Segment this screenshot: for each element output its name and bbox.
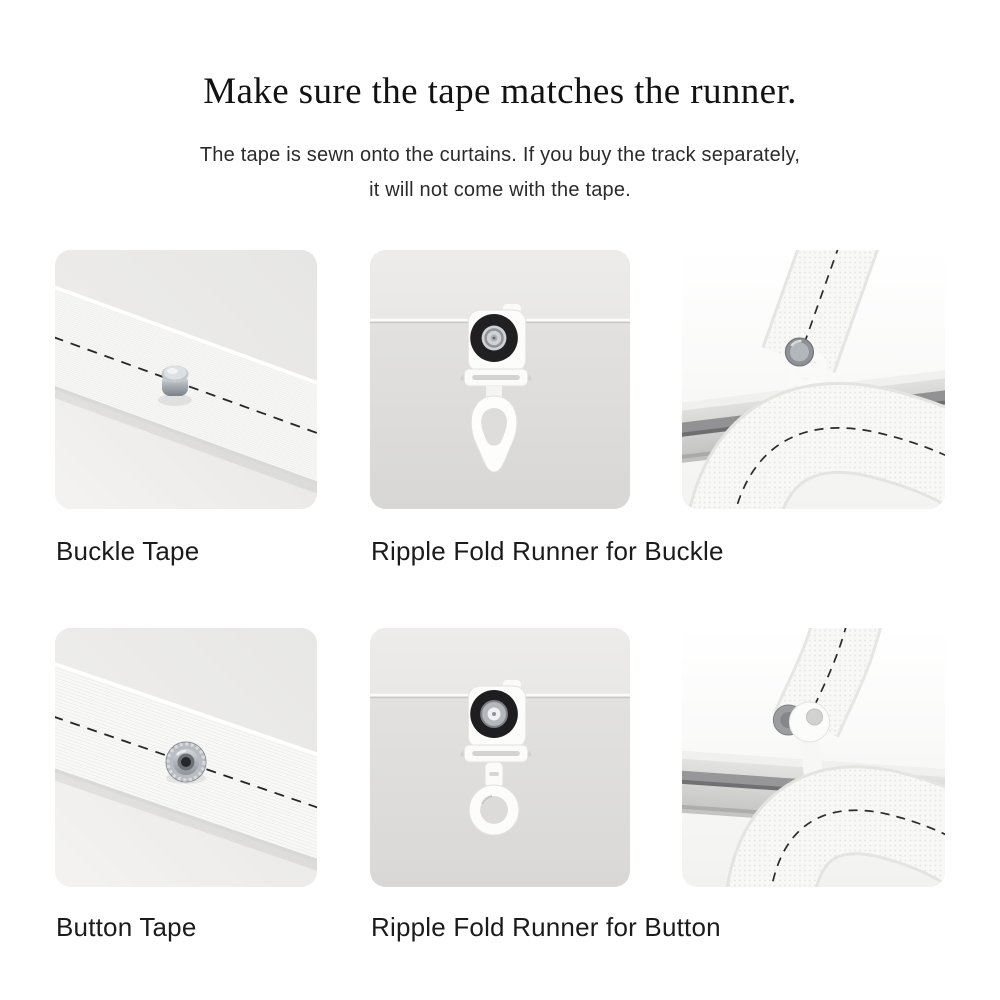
label-ripple-fold-runner-for-button: Ripple Fold Runner for Button — [371, 912, 721, 942]
photo-button-tape-on-track — [682, 628, 945, 887]
photo-ripple-fold-runner-for-buckle — [370, 250, 630, 509]
photo-buckle-tape — [55, 250, 317, 509]
label-button-tape: Button Tape — [56, 912, 197, 942]
subtitle-line-1: The tape is sewn onto the curtains. If you buy the track separately, — [199, 144, 801, 166]
ripple-fold-runner-button-image — [370, 628, 630, 887]
label-buckle-tape: Buckle Tape — [56, 536, 200, 566]
button-tape-image — [55, 628, 317, 887]
photo-ripple-fold-runner-for-button — [370, 628, 630, 887]
buckle-tape-image — [55, 250, 317, 509]
photo-buckle-tape-on-track — [682, 250, 945, 509]
buckle-tape-on-track-image — [682, 250, 945, 509]
button-tape-on-track-image — [682, 628, 945, 887]
ripple-fold-runner-buckle-image — [370, 250, 630, 509]
subtitle-line-2: it will not come with the tape. — [369, 179, 631, 201]
page-title: Make sure the tape matches the runner. — [203, 71, 797, 112]
photo-button-tape — [55, 628, 317, 887]
label-ripple-fold-runner-for-buckle: Ripple Fold Runner for Buckle — [371, 536, 724, 566]
